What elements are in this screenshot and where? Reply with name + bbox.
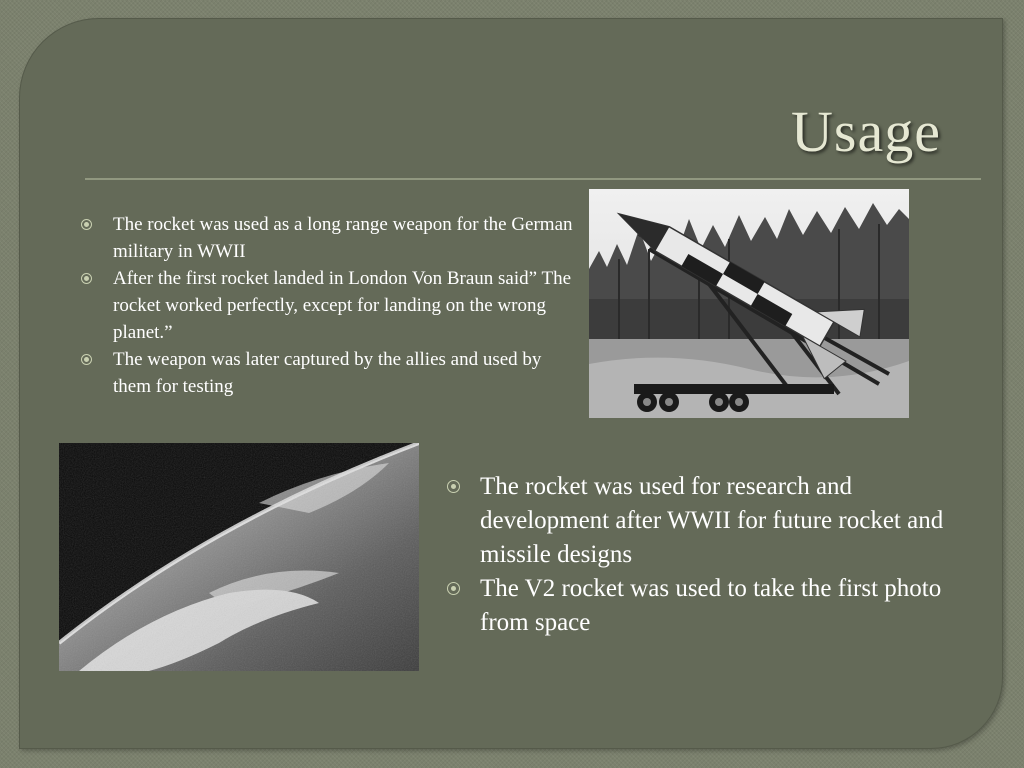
circle-bullet-icon xyxy=(81,219,92,230)
earth-from-space-photo xyxy=(59,443,419,671)
list-item xyxy=(81,346,581,400)
list-item xyxy=(447,572,947,640)
list-item xyxy=(447,470,947,572)
list-item xyxy=(81,211,581,265)
top-bullet-list xyxy=(81,211,581,400)
list-item xyxy=(81,265,581,346)
bullet-text: After the first rocket landed in London Von Braun said” The rocket worked perfectly, except for landing on the wrong planet.” xyxy=(113,268,572,343)
bullet-text: The rocket was used for research and development after WWII for future rocket and missile designs xyxy=(480,473,944,568)
bullet-text: The V2 rocket was used to take the first photo from space xyxy=(480,575,942,636)
v2-rocket-photo xyxy=(589,189,909,418)
circle-bullet-icon xyxy=(447,582,460,595)
bullet-text: The rocket was used as a long range weapon for the German military in WWII xyxy=(113,214,573,262)
bottom-bullet-list xyxy=(447,470,947,640)
circle-bullet-icon xyxy=(81,354,92,365)
circle-bullet-icon xyxy=(447,480,460,493)
bullet-text: The weapon was later captured by the allies and used by them for testing xyxy=(113,349,542,397)
title-divider xyxy=(85,178,981,180)
slide-title: Usage xyxy=(791,99,941,164)
circle-bullet-icon xyxy=(81,273,92,284)
